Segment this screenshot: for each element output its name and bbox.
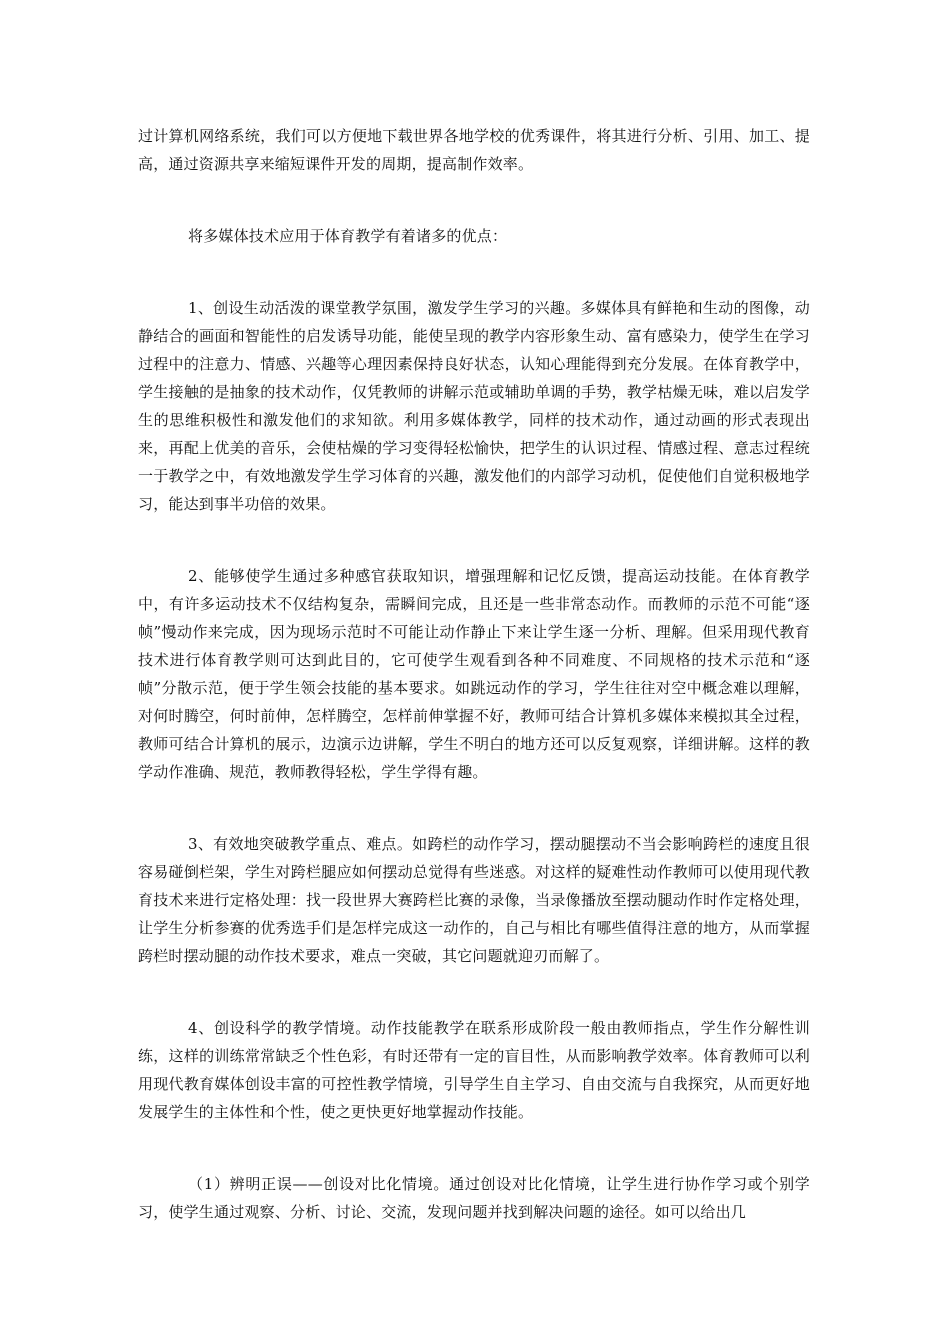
paragraph-intro: 将多媒体技术应用于体育教学有着诸多的优点： (188, 227, 508, 245)
paragraph-point-2: 2、能够使学生通过多种感官获取知识，增强理解和记忆反馈，提高运动技能。在体育教学中，有许多运动技术不仅结构复杂，需瞬间完成，且还是一些非常态动作。而教师的示范不可能“逐帧”慢动作来完成，因为现场示范时不可能让动作静止下来让学生逐一分析、理解。但采用现代教育技术进行体育教学则可达到此目的，它可使学生观看到各种不同难度、不同规格的技术示范和“逐帧”分散示范，便于学生领会技能的基本要求。如跳远动作的学习，学生往往对空中概念难以理解，对何时腾空，何时前伸，怎样腾空，怎样前伸掌握不好，教师可结合计算机多媒体来模拟其全过程，教师可结合计算机的展示，边演示边讲解，学生不明白的地方还可以反复观察，详细讲解。这样的教学动作准确、规范，教师教得轻松，学生学得有趣。 (138, 567, 810, 781)
paragraph-continuation: 过计算机网络系统，我们可以方便地下载世界各地学校的优秀课件，将其进行分析、引用、加工、提高，通过资源共享来缩短课件开发的周期，提高制作效率。 (138, 127, 810, 173)
paragraph-point-3: 3、有效地突破教学重点、难点。如跨栏的动作学习，摆动腿摆动不当会影响跨栏的速度且很容易碰倒栏架，学生对跨栏腿应如何摆动总觉得有些迷惑。对这样的疑难性动作教师可以使用现代教育技术来进行定格处理：找一段世界大赛跨栏比赛的录像，当录像播放至摆动腿动作时作定格处理，让学生分析参赛的优秀选手们是怎样完成这一动作的，自己与相比有哪些值得注意的地方，从而掌握跨栏时摆动腿的动作技术要求，难点一突破，其它问题就迎刃而解了。 (138, 835, 810, 965)
paragraph-subpoint-1: （1）辨明正误——创设对比化情境。通过创设对比化情境，让学生进行协作学习或个别学习，使学生通过观察、分析、讨论、交流，发现问题并找到解决问题的途径。如可以给出几 (138, 1175, 810, 1221)
document-body (138, 122, 810, 1226)
paragraph-point-1: 1、创设生动活泼的课堂教学氛围，激发学生学习的兴趣。多媒体具有鲜艳和生动的图像，动静结合的画面和智能性的启发诱导功能，能使呈现的教学内容形象生动、富有感染力，使学生在学习过程中的注意力、情感、兴趣等心理因素保持良好状态，认知心理能得到充分发展。在体育教学中，学生接触的是抽象的技术动作，仅凭教师的讲解示范或辅助单调的手势，教学枯燥无味，难以启发学生的思维积极性和激发他们的求知欲。利用多媒体教学，同样的技术动作，通过动画的形式表现出来，再配上优美的音乐，会使枯燥的学习变得轻松愉快，把学生的认识过程、情感过程、意志过程统一于教学之中，有效地激发学生学习体育的兴趣，激发他们的内部学习动机，促使他们自觉积极地学习，能达到事半功倍的效果。 (138, 299, 810, 513)
paragraph-point-4: 4、创设科学的教学情境。动作技能教学在联系形成阶段一般由教师指点，学生作分解性训练，这样的训练常常缺乏个性色彩，有时还带有一定的盲目性，从而影响教学效率。体育教师可以利用现代教育媒体创设丰富的可控性教学情境，引导学生自主学习、自由交流与自我探究，从而更好地发展学生的主体性和个性，使之更快更好地掌握动作技能。 (138, 1019, 810, 1121)
